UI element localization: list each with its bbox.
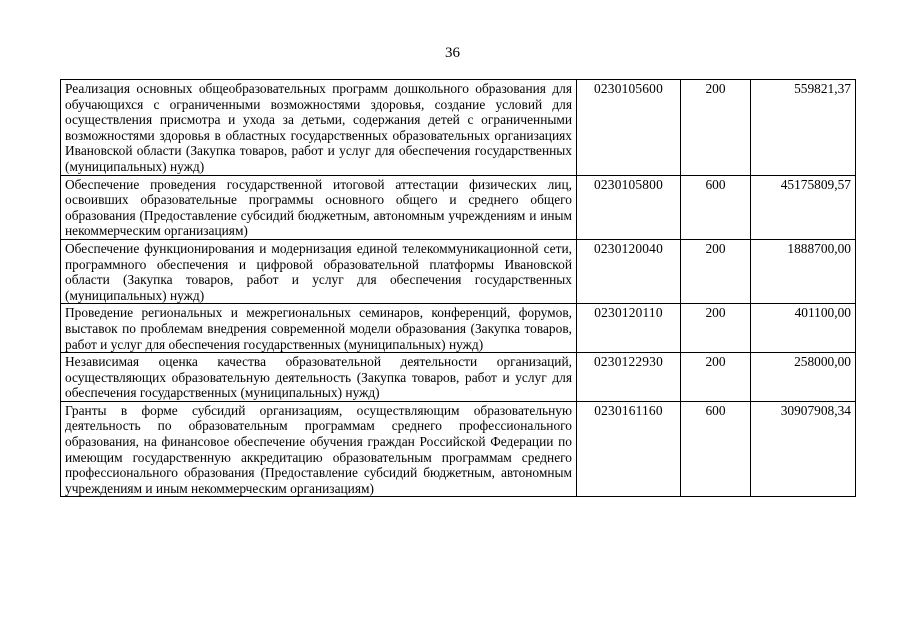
expense-type-cell: 200	[681, 304, 751, 353]
amount-cell: 1888700,00	[751, 239, 856, 303]
expense-name-cell: Независимая оценка качества образовательной деятельности организаций, осуществляющих образовательную деятельность (Закупка товаров, работ и услуг для обеспечения государственных (муниципальных) нужд)	[61, 353, 577, 402]
expense-name-cell: Обеспечение проведения государственной итоговой аттестации физических лиц, освоивших образовательные программы основного общего и среднего общего образования (Предоставление субсидий бюджетным, автономным учреждениям и иным некоммерческим организациям)	[61, 175, 577, 239]
amount-cell: 559821,37	[751, 80, 856, 176]
table-row	[61, 239, 856, 303]
expense-type-cell: 600	[681, 401, 751, 497]
target-code-cell: 0230105800	[577, 175, 681, 239]
expense-type-cell: 200	[681, 353, 751, 402]
target-code-cell: 0230120040	[577, 239, 681, 303]
table-row	[61, 353, 856, 402]
budget-table	[60, 79, 856, 497]
expense-type-cell: 200	[681, 80, 751, 176]
table-row	[61, 304, 856, 353]
target-code-cell: 0230120110	[577, 304, 681, 353]
page-number: 36	[445, 45, 460, 61]
expense-name-cell: Гранты в форме субсидий организациям, осуществляющим образовательную деятельность по образовательным программам среднего профессионального образования, на финансовое обеспечение обучения граждан Российской Федерации по имеющим государственную аккредитацию образовательным программам среднего профессионального образования (Предоставление субсидий бюджетным, автономным учреждениям и иным некоммерческим организациям)	[61, 401, 577, 497]
target-code-cell: 0230105600	[577, 80, 681, 176]
table-row	[61, 401, 856, 497]
amount-cell: 45175809,57	[751, 175, 856, 239]
expense-type-cell: 200	[681, 239, 751, 303]
expense-type-cell: 600	[681, 175, 751, 239]
expense-name-cell: Обеспечение функционирования и модернизация единой телекоммуникационной сети, программного обеспечения и цифровой образовательной платформы Ивановской области (Закупка товаров, работ и услуг для обеспечения государственных (муниципальных) нужд)	[61, 239, 577, 303]
table-row	[61, 80, 856, 176]
amount-cell: 401100,00	[751, 304, 856, 353]
amount-cell: 258000,00	[751, 353, 856, 402]
target-code-cell: 0230122930	[577, 353, 681, 402]
table-row	[61, 175, 856, 239]
expense-name-cell: Реализация основных общеобразовательных программ дошкольного образования для обучающихся с ограниченными возможностями здоровья, создание условий для осуществления присмотра и ухода за детьми, содержания детей с ограниченными возможностями здоровья в областных государственных образовательных организациях Ивановской области (Закупка товаров, работ и услуг для обеспечения государственных (муниципальных) нужд)	[61, 80, 577, 176]
target-code-cell: 0230161160	[577, 401, 681, 497]
expense-name-cell: Проведение региональных и межрегиональных семинаров, конференций, форумов, выставок по проблемам внедрения современной модели образования (Закупка товаров, работ и услуг для обеспечения государственных (муниципальных) нужд)	[61, 304, 577, 353]
amount-cell: 30907908,34	[751, 401, 856, 497]
